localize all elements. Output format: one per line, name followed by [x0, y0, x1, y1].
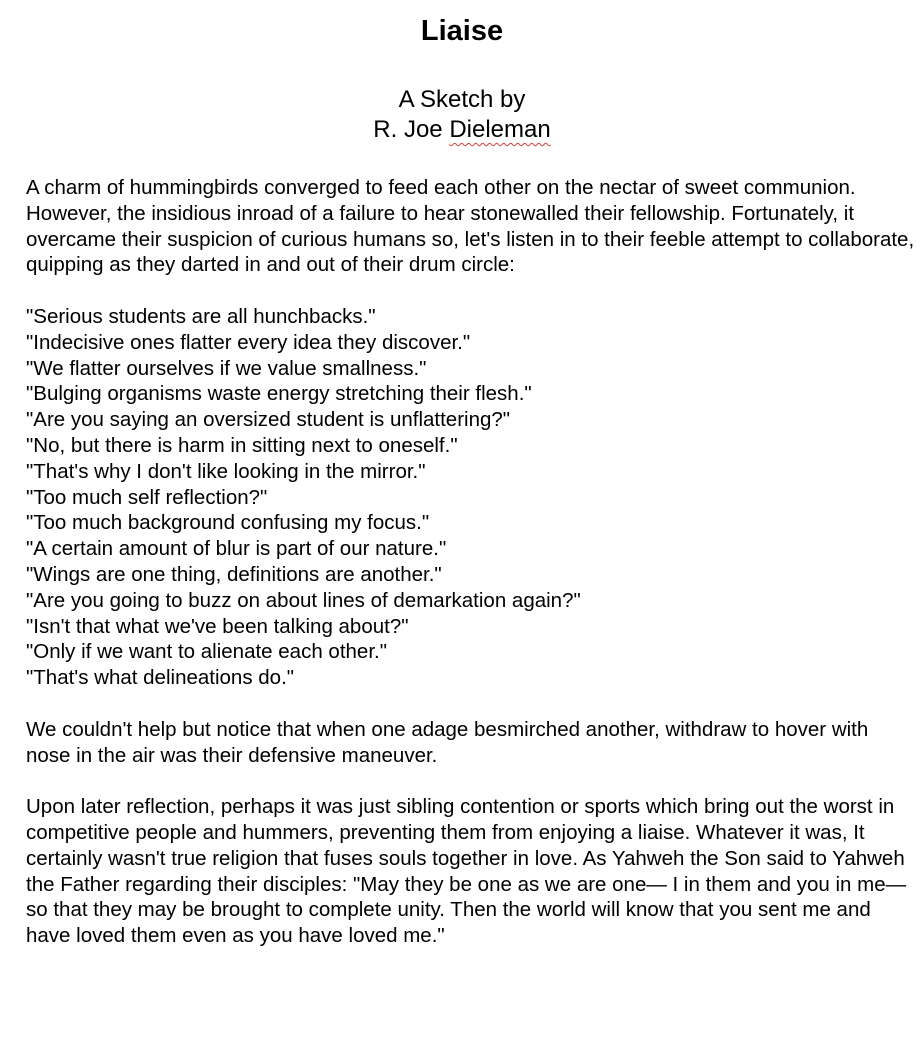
dialogue-line: "A certain amount of blur is part of our nature." [26, 537, 447, 561]
document-title: Liaise [420, 15, 504, 47]
dialogue-line: "Too much background confusing my focus." [26, 511, 430, 535]
paragraph-gap [26, 691, 916, 717]
document-body [26, 175, 916, 949]
paragraph-gap [26, 278, 916, 304]
dialogue-line: "Only if we want to alienate each other." [26, 640, 387, 664]
dialogue-line: "No, but there is harm in sitting next to oneself." [26, 433, 458, 457]
dialogue-line: "That's why I don't like looking in the mirror." [26, 459, 426, 483]
reflection-paragraph: Upon later reflection, perhaps it was just sibling contention or sports which bring out the worst in competitive people and hummers, preventing them from enjoying a liaise. Whatever it was, It certainly wasn't true religion that fuses souls together in love. As Yahweh the Son said to Yahweh the Father regarding their disciples: "May they be one as we are one— I in them and you in me—so that they may be brought to complete unity. Then the world will know that you sent me and have loved them even as you have loved me." [26, 795, 907, 948]
dialogue-line: "Indecisive ones flatter every idea they discover." [26, 330, 471, 354]
dialogue-line: "That's what delineations do." [26, 666, 295, 690]
author-first-name: R. Joe [373, 116, 450, 143]
dialogue-line: "Are you going to buzz on about lines of demarkation again?" [26, 588, 581, 612]
author-surname-misspelled[interactable]: Dieleman [449, 116, 551, 143]
intro-paragraph: A charm of hummingbirds converged to feed each other on the nectar of sweet communion. However, the insidious inroad of a failure to hear stonewalled their fellowship. Fortunately, it overcame their suspicion of curious humans so, let's listen in to their feeble attempt to collaborate, quipping as they darted in and out of their drum circle: [26, 176, 915, 277]
observation-paragraph: We couldn't help but notice that when one adage besmirched another, withdraw to hover with nose in the air was their defensive maneuver. [26, 717, 869, 767]
author-line [0, 115, 924, 145]
dialogue-block [26, 304, 916, 691]
dialogue-line: "Wings are one thing, definitions are another." [26, 562, 442, 586]
dialogue-line: "We flatter ourselves if we value smallness." [26, 356, 427, 380]
byline [0, 85, 924, 145]
dialogue-line: "Serious students are all hunchbacks." [26, 304, 376, 328]
dialogue-line: "Too much self reflection?" [26, 485, 268, 509]
subtitle-line: A Sketch by [398, 86, 526, 113]
dialogue-line: "Bulging organisms waste energy stretching their flesh." [26, 382, 532, 406]
dialogue-line: "Isn't that what we've been talking about?" [26, 614, 409, 638]
dialogue-line: "Are you saying an oversized student is unflattering?" [26, 408, 511, 432]
paragraph-gap [26, 768, 916, 794]
